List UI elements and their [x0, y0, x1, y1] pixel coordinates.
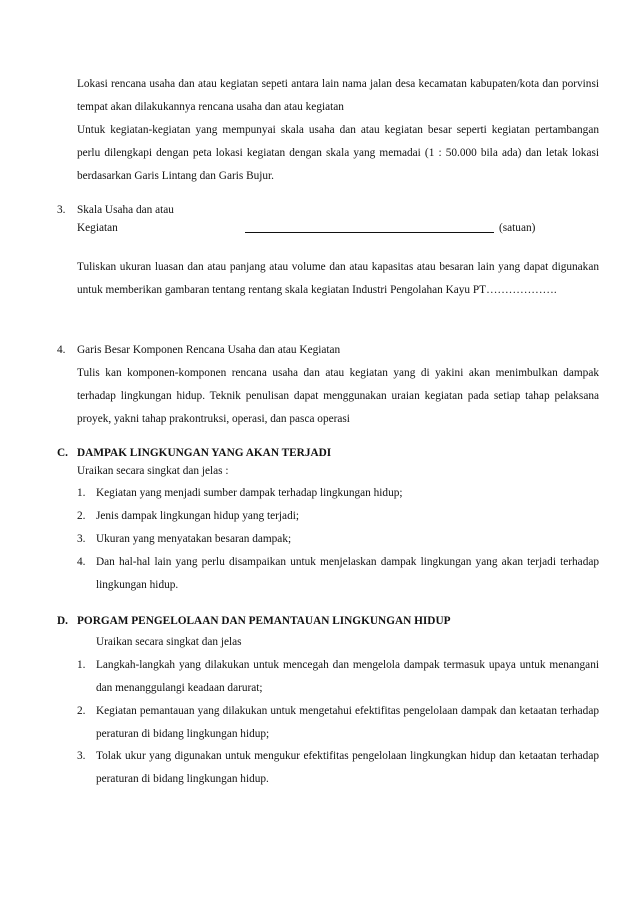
section-c-item-number: 3.	[77, 533, 86, 545]
item-3-title: Skala Usaha dan atau	[77, 204, 174, 216]
section-d-letter: D.	[57, 615, 68, 627]
intro-paragraph-map: Untuk kegiatan-kegiatan yang mempunyai skala usaha dan atau kegiatan besar seperti kegiatan pertambangan perlu dilengkapi dengan peta lokasi kegiatan dengan skala yang memadai (1 : 50.000 bila ada) dan letak lokasi berdasarkan Garis Lintang dan Garis Bujur.	[77, 124, 599, 182]
section-d-title: PORGAM PENGELOLAAN DAN PEMANTAUAN LINGKUNGAN HIDUP	[77, 615, 451, 627]
item-3-blank-line	[245, 232, 494, 233]
section-d-intro: Uraikan secara singkat dan jelas	[96, 636, 242, 648]
section-d-item-number: 2.	[77, 705, 86, 717]
item-3-unit: (satuan)	[499, 222, 536, 234]
item-3-field-label: Kegiatan	[77, 222, 118, 234]
section-c-item-text: Ukuran yang menyatakan besaran dampak;	[96, 533, 292, 545]
section-c-intro: Uraikan secara singkat dan jelas :	[77, 465, 229, 477]
section-d-item-number: 3.	[77, 750, 86, 762]
section-c-item-number: 4.	[77, 556, 86, 568]
item-4-number: 4.	[57, 344, 66, 356]
section-c-item-text: Dan hal-hal lain yang perlu disampaikan untuk menjelaskan dampak lingkungan yang akan terjadi terhadap lingkungan hidup.	[96, 556, 599, 591]
section-c-item-text: Jenis dampak lingkungan hidup yang terjadi;	[96, 510, 299, 522]
section-d-item-text: Tolak ukur yang digunakan untuk mengukur efektifitas pengelolaan lingkungkan hidup dan ketaatan terhadap peraturan di bidang lingkungan hidup.	[96, 750, 599, 785]
section-c-item-number: 1.	[77, 487, 86, 499]
item-4-title: Garis Besar Komponen Rencana Usaha dan atau Kegiatan	[77, 344, 341, 356]
item-3-body: Tuliskan ukuran luasan dan atau panjang atau volume dan atau kapasitas atau besaran lain yang dapat digunakan untuk memberikan gambaran tentang rentang skala kegiatan Industri Pengolahan Kayu PT……………….	[77, 261, 599, 296]
section-c-letter: C.	[57, 447, 68, 459]
item-4-body: Tulis kan komponen-komponen rencana usaha dan atau kegiatan yang di yakini akan menimbulkan dampak terhadap lingkungan hidup. Teknik penulisan dapat menggunakan uraian kegiatan pada setiap tahap pelaksana proyek, yakni tahap prakontruksi, operasi, dan pasca operasi	[77, 367, 599, 425]
section-c-item-text: Kegiatan yang menjadi sumber dampak terhadap lingkungan hidup;	[96, 487, 403, 499]
section-d-item-text: Langkah-langkah yang dilakukan untuk mencegah dan mengelola dampak termasuk upaya untuk menangani dan menanggulangi keadaan darurat;	[96, 659, 599, 694]
section-d-item-number: 1.	[77, 659, 86, 671]
item-3-number: 3.	[57, 204, 66, 216]
section-d-item-text: Kegiatan pemantauan yang dilakukan untuk mengetahui efektifitas pengelolaan dampak dan ketaatan terhadap peraturan di bidang lingkungan hidup;	[96, 705, 599, 740]
intro-paragraph-location: Lokasi rencana usaha dan atau kegiatan sepeti antara lain nama jalan desa kecamatan kabupaten/kota dan porvinsi tempat akan dilakukannya rencana usaha dan atau kegiatan	[77, 78, 599, 113]
section-c-title: DAMPAK LINGKUNGAN YANG AKAN TERJADI	[77, 447, 332, 459]
section-c-item-number: 2.	[77, 510, 86, 522]
